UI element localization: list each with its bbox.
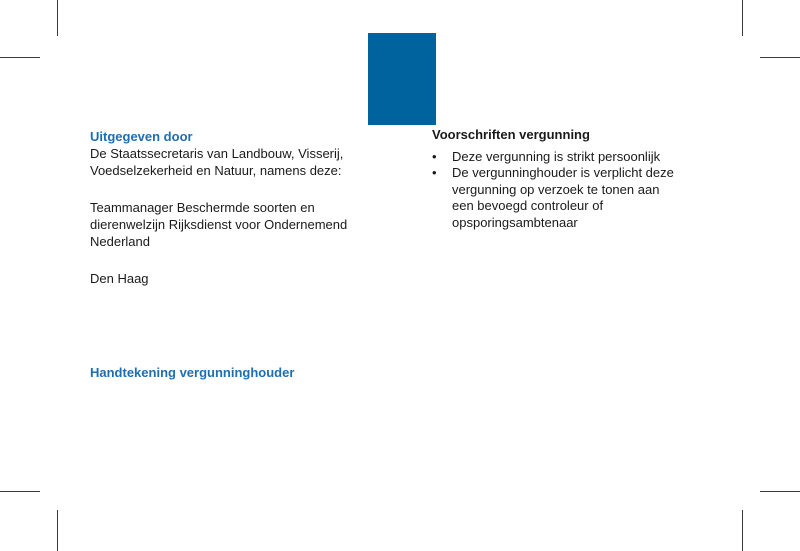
rule-item [432, 165, 682, 231]
rules-heading: Voorschriften vergunning [432, 127, 590, 142]
rule-text: Deze vergunning is strikt persoonlijk [452, 148, 661, 164]
crop-mark-bottom-right-horizontal [760, 491, 800, 492]
signature-heading: Handtekening vergunninghouder [90, 365, 295, 380]
issuer-section [90, 128, 370, 287]
crop-mark-bottom-left-horizontal [0, 491, 40, 492]
rule-text: De vergunninghouder is verplicht deze vergunning op verzoek te tonen aan een bevoegd controleur of opsporingsambtenaar [452, 165, 674, 230]
crop-mark-bottom-left-vertical [57, 510, 58, 551]
crop-mark-top-right-vertical [742, 0, 743, 36]
city-text: Den Haag [90, 271, 149, 286]
crop-mark-top-left-horizontal [0, 57, 40, 58]
issuer-line: De Staatssecretaris van Landbouw, Visserij, Voedselzekerheid en Natuur, namens deze: [90, 146, 344, 178]
crop-mark-top-left-vertical [57, 0, 58, 36]
rules-list [432, 149, 682, 232]
crop-mark-bottom-right-vertical [742, 510, 743, 551]
rules-section [432, 127, 682, 231]
rule-item [432, 149, 682, 166]
bullet-icon: • [432, 165, 437, 180]
team-manager-text: Teammanager Beschermde soorten en dierenwelzijn Rijksdienst voor Ondernemend Nederland [90, 200, 348, 249]
bullet-icon: • [432, 148, 437, 164]
blue-header-tab [368, 33, 436, 125]
crop-mark-top-right-horizontal [760, 57, 800, 58]
issued-by-heading: Uitgegeven door [90, 129, 193, 144]
